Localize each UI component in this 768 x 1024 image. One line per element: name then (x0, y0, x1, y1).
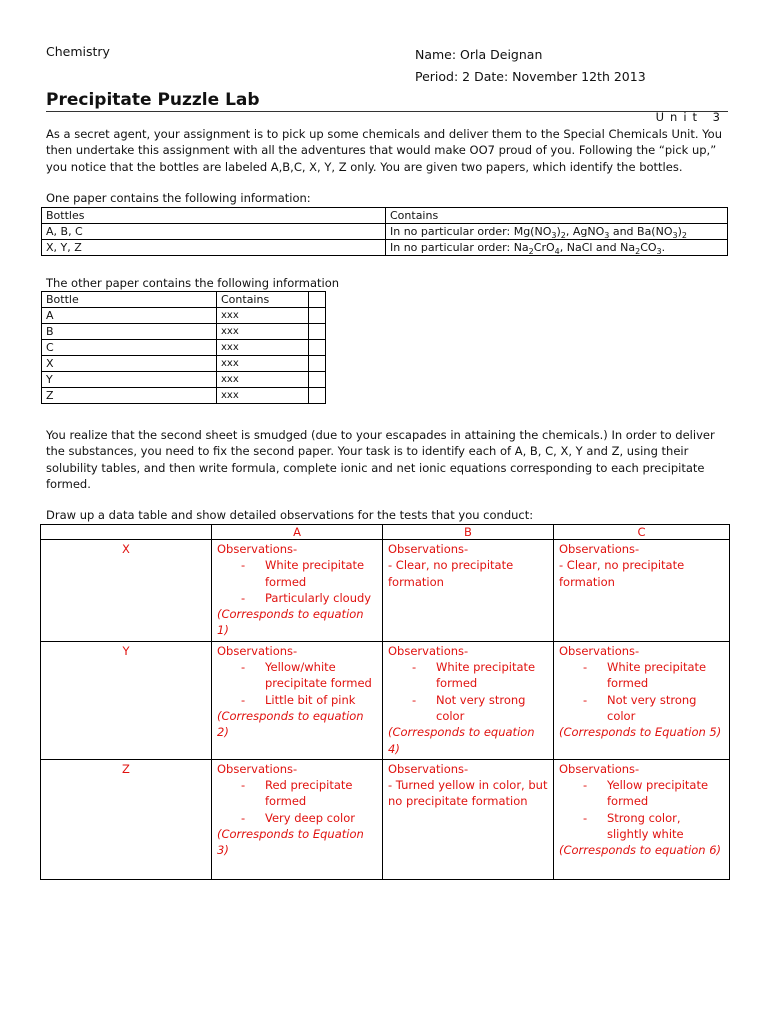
table-cell: xxx (217, 372, 309, 388)
observation-heading: Observations- (559, 542, 640, 556)
observation-text: - Turned yellow in color, but no precipitate formation (388, 778, 548, 809)
observation-heading: Observations- (217, 761, 298, 776)
observation-heading: Observations- (217, 643, 298, 658)
equation-reference: (Corresponds to equation 2) (217, 708, 364, 740)
observation-bullet: - Strong color, slightly white (559, 810, 724, 843)
table-cell: Y (42, 372, 217, 388)
student-info (415, 44, 646, 88)
table-row (42, 340, 326, 356)
table-cell: xxx (217, 388, 309, 404)
table-row (42, 240, 728, 256)
table-header-cell: C (554, 525, 730, 540)
table-blank-cell (309, 388, 326, 404)
observation-cell (554, 759, 730, 879)
table-row (42, 308, 326, 324)
table-row (41, 641, 730, 759)
table-cell: X (42, 356, 217, 372)
equation-reference: (Corresponds to equation 6) (559, 843, 722, 858)
page-title: Precipitate Puzzle Lab (46, 90, 260, 110)
paper1-table (41, 207, 728, 256)
observation-text: - Clear, no precipitate formation (388, 558, 514, 589)
period-date: Period: 2 Date: November 12th 2013 (415, 69, 646, 84)
row-header-cell: Z (41, 759, 212, 879)
table-header-cell (41, 525, 212, 540)
data-table-label: Draw up a data table and show detailed observations for the tests that you conduct: (46, 508, 534, 522)
subject-label: Chemistry (46, 44, 110, 59)
table-header-cell: Bottle (42, 292, 217, 308)
table-row (42, 388, 326, 404)
table-cell: In no particular order: $Na_2CrO_4$, NaCl and $Na_2CO_3$. (386, 240, 728, 256)
table-row (41, 759, 730, 879)
paper1-label: One paper contains the following information: (46, 191, 311, 205)
observation-cell (212, 759, 383, 879)
table-row (42, 356, 326, 372)
equation-reference: (Corresponds to Equation 3) (217, 827, 364, 858)
intro-paragraph: As a secret agent, your assignment is to pick up some chemicals and deliver them to the Special Chemicals Unit. You then undertake this assignment with all the adventures that would make OO7 proud of you. Following the “pick up,” you notice that the bottles are labeled A,B,C, X, Y, Z only. You are given two papers, which identify the bottles. (46, 127, 723, 174)
table-header-cell: Contains (217, 292, 309, 308)
table-cell: A, B, C (42, 224, 386, 240)
observation-cell (554, 641, 730, 759)
task-paragraph: You realize that the second sheet is smudged (due to your escapades in attaining the chemicals.) In order to deliver the substances, you need to fix the second paper. Your task is to identify each of A, B, C, X, Y and Z, using their solubility tables, and then write formula, complete ionic and net ionic equations corresponding to each precipitate formed. (46, 428, 715, 491)
table-cell: xxx (217, 356, 309, 372)
observation-bullet: - Little bit of pink (217, 692, 377, 708)
observation-bullet: - Not very strong color (388, 692, 548, 725)
table-cell: B (42, 324, 217, 340)
title-divider (46, 111, 728, 112)
table-header-cell: Bottles (42, 208, 386, 224)
table-cell: Z (42, 388, 217, 404)
unit-label: Unit 3 (655, 110, 726, 124)
table-cell: xxx (217, 340, 309, 356)
observation-bullet: - Not very strong color (559, 692, 724, 725)
table-blank-cell (309, 292, 326, 308)
paper2-table (41, 291, 326, 404)
table-header-cell: B (383, 525, 554, 540)
equation-reference: (Corresponds to equation 4) (388, 725, 535, 756)
observation-cell (212, 641, 383, 759)
row-header-cell: Y (41, 641, 212, 759)
observation-heading: Observations- (559, 761, 640, 776)
table-blank-cell (309, 372, 326, 388)
table-cell: C (42, 340, 217, 356)
row-header-cell: X (41, 540, 212, 642)
table-row (42, 324, 326, 340)
table-cell: xxx (217, 324, 309, 340)
table-header-cell: A (212, 525, 383, 540)
observation-heading: Observations- (559, 643, 640, 658)
observations-table (40, 524, 730, 880)
table-row (42, 224, 728, 240)
observation-bullet: - White precipitate formed (388, 659, 548, 692)
table-blank-cell (309, 324, 326, 340)
equation-reference: (Corresponds to Equation 5) (559, 725, 722, 740)
table-blank-cell (309, 308, 326, 324)
observation-heading: Observations- (388, 761, 469, 776)
table-cell: A (42, 308, 217, 324)
table-row (42, 292, 326, 308)
observation-bullet: - Red precipitate formed (217, 777, 377, 810)
observation-heading: Observations- (388, 542, 469, 556)
table-row (41, 525, 730, 540)
observation-heading: Observations- (217, 542, 298, 556)
observation-cell (212, 540, 383, 642)
observation-cell (383, 759, 554, 879)
observation-cell (554, 540, 730, 642)
observation-cell (383, 641, 554, 759)
table-header-cell: Contains (386, 208, 728, 224)
equation-reference: (Corresponds to equation 1) (217, 607, 364, 638)
paper2-label: The other paper contains the following information (46, 276, 340, 290)
table-row (42, 208, 728, 224)
observation-bullet: - White precipitate formed (217, 557, 377, 590)
observation-bullet: - Yellow/white precipitate formed (217, 659, 377, 692)
student-name: Name: Orla Deignan (415, 47, 543, 62)
observation-cell (383, 540, 554, 642)
observation-bullet: - Particularly cloudy (217, 590, 377, 606)
observation-bullet: - White precipitate formed (559, 659, 724, 692)
table-row (41, 540, 730, 642)
table-cell: xxx (217, 308, 309, 324)
observation-text: - Clear, no precipitate formation (559, 558, 685, 589)
observation-bullet: - Very deep color (217, 810, 377, 826)
table-blank-cell (309, 356, 326, 372)
observation-bullet: - Yellow precipitate formed (559, 777, 724, 810)
table-cell: X, Y, Z (42, 240, 386, 256)
table-cell: In no particular order: $Mg(NO_3)_2$, AgNO$_3$ and $Ba(NO_3)_2$ (386, 224, 728, 240)
table-row (42, 372, 326, 388)
table-blank-cell (309, 340, 326, 356)
observation-heading: Observations- (388, 643, 469, 658)
